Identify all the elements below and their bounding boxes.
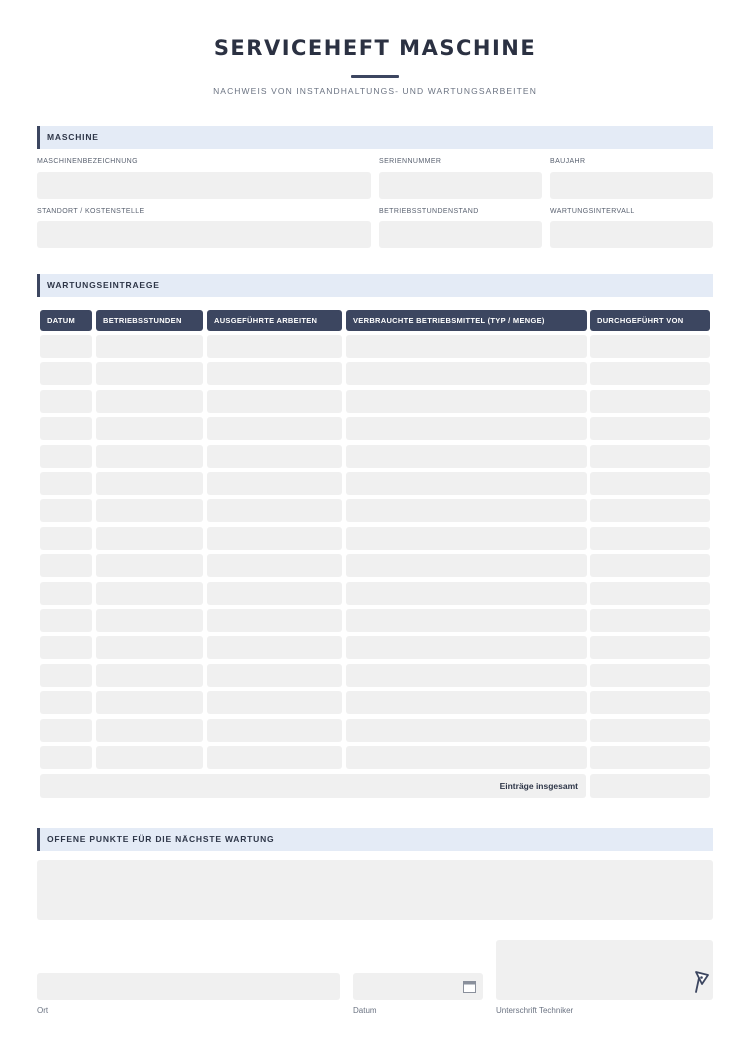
consumables-cell[interactable] [346, 664, 587, 687]
performed-by-cell[interactable] [590, 719, 710, 742]
page-subtitle: NACHWEIS VON INSTANDHALTUNGS- UND WARTUNGSARBEITEN [213, 86, 537, 96]
operating-hours-cell[interactable] [96, 499, 203, 522]
work-performed-cell[interactable] [207, 554, 342, 577]
place-field[interactable] [37, 973, 340, 1000]
place-label: Ort [37, 1006, 49, 1015]
section-machine [37, 126, 713, 149]
performed-by-cell[interactable] [590, 609, 710, 632]
performed-by-cell[interactable] [590, 472, 710, 495]
section-machine-title: MASCHINE [47, 132, 99, 142]
machine-name-field[interactable] [37, 172, 371, 199]
column-header-performed-by: DURCHGEFÜHRT VON [590, 310, 710, 331]
consumables-cell[interactable] [346, 499, 587, 522]
consumables-cell[interactable] [346, 582, 587, 605]
performed-by-cell[interactable] [590, 417, 710, 440]
date-cell[interactable] [40, 472, 92, 495]
consumables-cell[interactable] [346, 362, 587, 385]
performed-by-cell[interactable] [590, 335, 710, 358]
location-field[interactable] [37, 221, 371, 248]
performed-by-cell[interactable] [590, 664, 710, 687]
date-cell[interactable] [40, 582, 92, 605]
date-cell[interactable] [40, 554, 92, 577]
consumables-cell[interactable] [346, 719, 587, 742]
consumables-cell[interactable] [346, 554, 587, 577]
operating-hours-cell[interactable] [96, 664, 203, 687]
operating-hours-cell[interactable] [96, 691, 203, 714]
column-header-work-performed: AUSGEFÜHRTE ARBEITEN [207, 310, 342, 331]
work-performed-cell[interactable] [207, 746, 342, 769]
date-cell[interactable] [40, 335, 92, 358]
signature-label: Unterschrift Techniker [496, 1006, 574, 1015]
operating-hours-cell[interactable] [96, 335, 203, 358]
performed-by-cell[interactable] [590, 691, 710, 714]
label-location: STANDORT / KOSTENSTELLE [37, 208, 145, 215]
consumables-cell[interactable] [346, 472, 587, 495]
work-performed-cell[interactable] [207, 719, 342, 742]
work-performed-cell[interactable] [207, 636, 342, 659]
label-machine-name: MASCHINENBEZEICHNUNG [37, 158, 138, 165]
column-header-date: DATUM [40, 310, 92, 331]
total-count-field[interactable] [590, 774, 710, 798]
operating-hours-cell[interactable] [96, 527, 203, 550]
column-header-consumables: VERBRAUCHTE BETRIEBSMITTEL (TYP / MENGE) [346, 310, 587, 331]
date-cell[interactable] [40, 362, 92, 385]
consumables-cell[interactable] [346, 527, 587, 550]
label-serial-number: SERIENNUMMER [379, 158, 442, 165]
date-cell[interactable] [40, 719, 92, 742]
date-cell[interactable] [40, 527, 92, 550]
operating-hours-cell[interactable] [96, 445, 203, 468]
work-performed-cell[interactable] [207, 664, 342, 687]
section-open-points [37, 828, 713, 851]
operating-hours-cell[interactable] [96, 554, 203, 577]
date-label: Datum [353, 1006, 377, 1015]
work-performed-cell[interactable] [207, 417, 342, 440]
build-year-field[interactable] [550, 172, 713, 199]
work-performed-cell[interactable] [207, 582, 342, 605]
column-header-operating-hours: BETRIEBSSTUNDEN [96, 310, 203, 331]
section-entries-title: WARTUNGSEINTRAEGE [47, 280, 160, 290]
date-cell[interactable] [40, 691, 92, 714]
operating-hours-cell[interactable] [96, 582, 203, 605]
operating-hours-cell[interactable] [96, 362, 203, 385]
signature-field[interactable] [496, 940, 713, 1000]
work-performed-cell[interactable] [207, 362, 342, 385]
operating-hours-cell[interactable] [96, 472, 203, 495]
operating-hours-field[interactable] [379, 221, 542, 248]
work-performed-cell[interactable] [207, 472, 342, 495]
title-divider [351, 75, 399, 78]
serial-number-field[interactable] [379, 172, 542, 199]
label-build-year: BAUJAHR [550, 158, 586, 165]
consumables-cell[interactable] [346, 390, 587, 413]
performed-by-cell[interactable] [590, 582, 710, 605]
date-cell[interactable] [40, 609, 92, 632]
date-cell[interactable] [40, 636, 92, 659]
consumables-cell[interactable] [346, 609, 587, 632]
page-title: SERVICEHEFT MASCHINE [213, 36, 537, 60]
performed-by-cell[interactable] [590, 362, 710, 385]
date-cell[interactable] [40, 746, 92, 769]
label-maintenance-interval: WARTUNGSINTERVALL [550, 208, 635, 215]
work-performed-cell[interactable] [207, 390, 342, 413]
date-field[interactable] [353, 973, 483, 1000]
label-operating-hours: BETRIEBSSTUNDENSTAND [379, 208, 479, 215]
consumables-cell[interactable] [346, 636, 587, 659]
pen-icon [693, 970, 711, 994]
date-cell[interactable] [40, 445, 92, 468]
performed-by-cell[interactable] [590, 499, 710, 522]
work-performed-cell[interactable] [207, 691, 342, 714]
performed-by-cell[interactable] [590, 527, 710, 550]
date-cell[interactable] [40, 417, 92, 440]
date-cell[interactable] [40, 664, 92, 687]
performed-by-cell[interactable] [590, 554, 710, 577]
operating-hours-cell[interactable] [96, 609, 203, 632]
performed-by-cell[interactable] [590, 746, 710, 769]
date-cell[interactable] [40, 499, 92, 522]
section-entries [37, 274, 713, 297]
maintenance-interval-field[interactable] [550, 221, 713, 248]
operating-hours-cell[interactable] [96, 390, 203, 413]
consumables-cell[interactable] [346, 746, 587, 769]
work-performed-cell[interactable] [207, 527, 342, 550]
open-points-textarea[interactable] [37, 860, 713, 920]
performed-by-cell[interactable] [590, 390, 710, 413]
operating-hours-cell[interactable] [96, 719, 203, 742]
total-label: Einträge insgesamt [499, 781, 578, 791]
consumables-cell[interactable] [346, 691, 587, 714]
total-row [40, 774, 586, 798]
performed-by-cell[interactable] [590, 445, 710, 468]
work-performed-cell[interactable] [207, 609, 342, 632]
operating-hours-cell[interactable] [96, 746, 203, 769]
operating-hours-cell[interactable] [96, 417, 203, 440]
consumables-cell[interactable] [346, 335, 587, 358]
consumables-cell[interactable] [346, 417, 587, 440]
work-performed-cell[interactable] [207, 445, 342, 468]
work-performed-cell[interactable] [207, 335, 342, 358]
work-performed-cell[interactable] [207, 499, 342, 522]
consumables-cell[interactable] [346, 445, 587, 468]
operating-hours-cell[interactable] [96, 636, 203, 659]
date-cell[interactable] [40, 390, 92, 413]
calendar-icon[interactable] [463, 981, 476, 993]
section-open-points-title: OFFENE PUNKTE FÜR DIE NÄCHSTE WARTUNG [47, 834, 275, 844]
performed-by-cell[interactable] [590, 636, 710, 659]
